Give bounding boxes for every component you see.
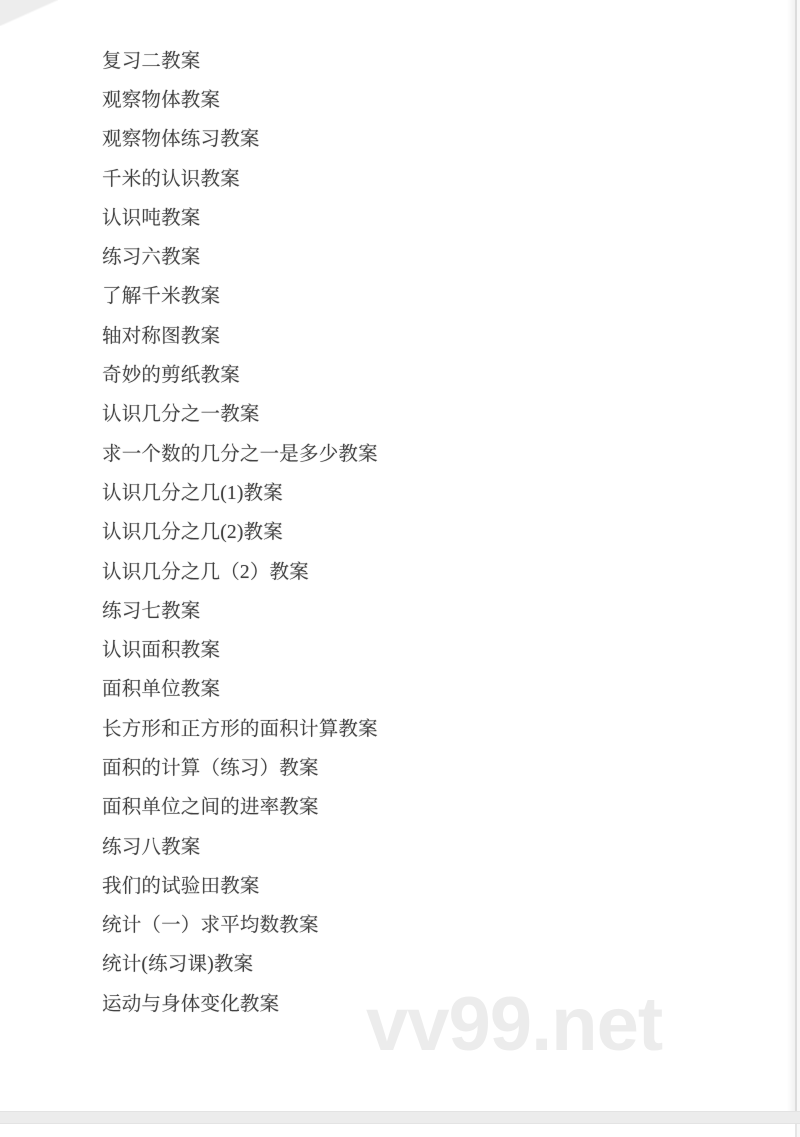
doc-title-line: 长方形和正方形的面积计算教案 <box>102 718 378 740</box>
doc-title-line: 我们的试验田教案 <box>102 875 260 897</box>
doc-title-line: 观察物体教案 <box>102 89 221 111</box>
doc-title-line: 千米的认识教案 <box>102 168 240 190</box>
doc-title-line: 认识几分之几(2)教案 <box>102 522 283 544</box>
page-gap <box>0 1111 800 1124</box>
doc-title-line: 求一个数的几分之一是多少教案 <box>102 443 378 465</box>
doc-title-line: 统计(练习课)教案 <box>102 954 254 976</box>
doc-title-line: 认识几分之几（2）教案 <box>102 561 309 583</box>
doc-title-line: 练习七教案 <box>102 600 201 622</box>
doc-title-line: 认识几分之一教案 <box>102 404 260 426</box>
next-page-sliver <box>0 1124 797 1137</box>
page-edge-shade <box>787 0 795 1112</box>
doc-title-line: 运动与身体变化教案 <box>102 993 280 1015</box>
doc-title-line: 轴对称图教案 <box>102 325 221 347</box>
doc-title-line: 观察物体练习教案 <box>102 129 260 151</box>
doc-title-line: 练习八教案 <box>102 836 201 858</box>
doc-title-line: 奇妙的剪纸教案 <box>102 365 240 387</box>
doc-title-line: 面积单位之间的进率教案 <box>102 797 319 819</box>
doc-title-line: 统计（一）求平均数教案 <box>102 915 319 937</box>
scan-corner-artifact <box>0 0 58 26</box>
doc-title-line: 认识几分之几(1)教案 <box>102 482 283 504</box>
watermark-text: vv99.net <box>366 982 663 1067</box>
lesson-plan-title-list <box>102 39 378 1021</box>
doc-title-line: 认识吨教案 <box>102 207 201 229</box>
doc-title-line: 面积的计算（练习）教案 <box>102 757 319 779</box>
doc-title-line: 了解千米教案 <box>102 286 221 308</box>
doc-title-line: 认识面积教案 <box>102 640 221 662</box>
doc-title-line: 面积单位教案 <box>102 679 221 701</box>
doc-title-line: 复习二教案 <box>102 50 201 72</box>
doc-title-line: 练习六教案 <box>102 247 201 269</box>
